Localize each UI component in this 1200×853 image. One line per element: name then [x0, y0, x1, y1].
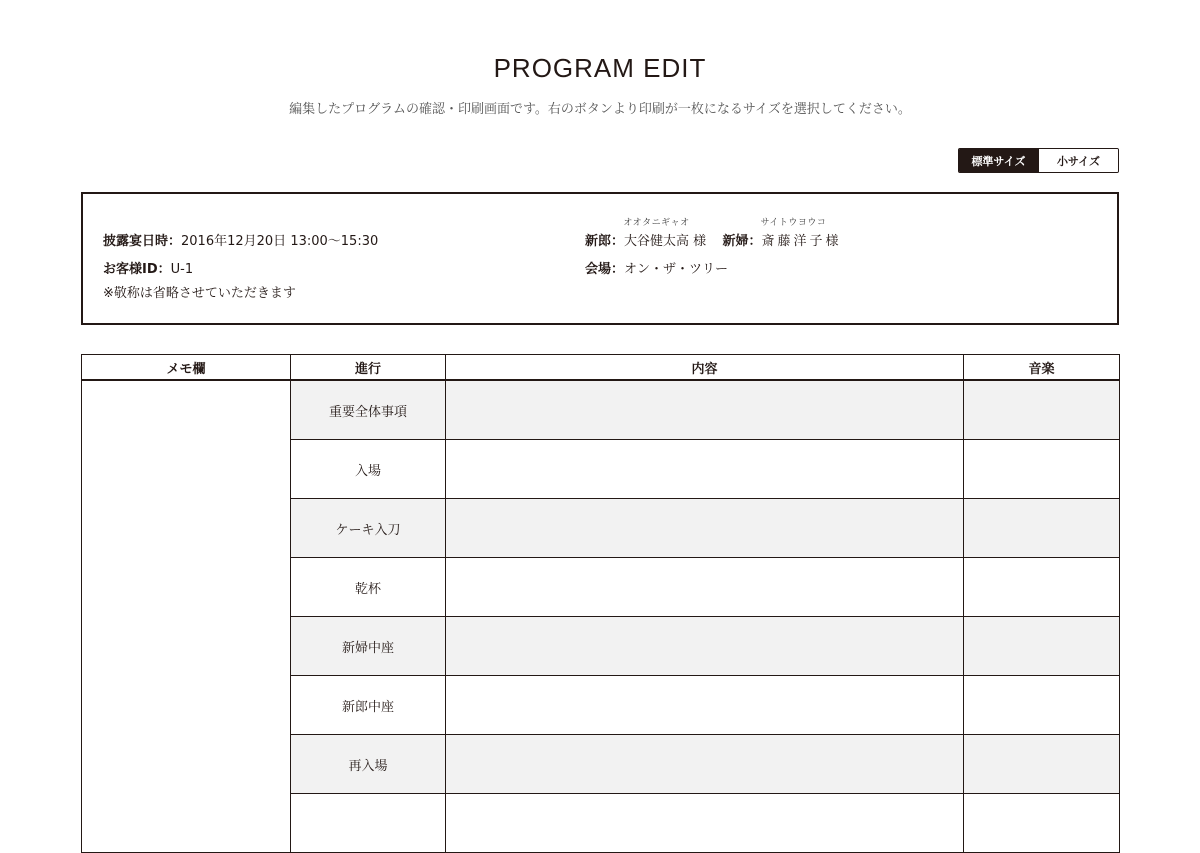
honorific-note: ※敬称は省略させていただきます: [103, 286, 296, 301]
content-cell[interactable]: [446, 794, 964, 853]
step-cell: 再入場: [291, 735, 446, 794]
content-cell[interactable]: [446, 617, 964, 676]
music-cell[interactable]: [964, 499, 1120, 558]
groom-label: 新郎：: [585, 234, 625, 249]
content-cell[interactable]: [446, 558, 964, 617]
content-cell[interactable]: [446, 440, 964, 499]
step-cell: 入場: [291, 440, 446, 499]
bride-label: 新婦：: [722, 234, 762, 249]
music-cell[interactable]: [964, 617, 1120, 676]
print-size-toggle: [958, 148, 1119, 173]
step-column-header: 進行: [291, 355, 446, 381]
reception-date-value: 2016年12月20日 13:00～15:30: [181, 234, 379, 249]
groom-ruby: オオタニギャオ: [623, 218, 690, 228]
program-table: [81, 354, 1120, 853]
music-cell[interactable]: [964, 380, 1120, 440]
customer-id: [103, 258, 193, 277]
bride-ruby: サイトウヨウコ: [760, 218, 827, 228]
page-description: 編集したプログラムの確認・印刷画面です。右のボタンより印刷が一枚になるサイズを選択してください。: [289, 102, 911, 117]
music-cell[interactable]: [964, 676, 1120, 735]
table-row: [82, 380, 1120, 440]
bride-honorific: 様: [825, 234, 839, 249]
groom-name-text: 大谷健太高: [624, 234, 690, 249]
couple-names: [585, 218, 839, 249]
step-cell: ケーキ入刀: [291, 499, 446, 558]
page-title: PROGRAM EDIT: [493, 53, 707, 84]
customer-id-label: お客様ID：: [103, 262, 171, 277]
reception-info-box: [81, 192, 1119, 325]
content-cell[interactable]: [446, 676, 964, 735]
memo-cell[interactable]: [82, 380, 291, 853]
standard-size-button[interactable]: 標準サイズ: [959, 149, 1038, 172]
content-cell[interactable]: [446, 735, 964, 794]
step-cell: 新婦中座: [291, 617, 446, 676]
content-cell[interactable]: [446, 499, 964, 558]
step-cell: 乾杯: [291, 558, 446, 617]
bride-name-text: 斎藤洋子: [761, 234, 826, 249]
content-column-header: 内容: [446, 355, 964, 381]
groom-honorific: 様: [693, 234, 707, 249]
music-cell[interactable]: [964, 735, 1120, 794]
small-size-button[interactable]: 小サイズ: [1038, 149, 1118, 172]
step-cell: 新郎中座: [291, 676, 446, 735]
venue: [585, 258, 728, 277]
content-cell[interactable]: [446, 380, 964, 440]
groom-name: [623, 218, 690, 249]
venue-value: オン・ザ・ツリー: [624, 262, 729, 277]
reception-date: [103, 230, 378, 249]
music-cell[interactable]: [964, 558, 1120, 617]
customer-id-value: U-1: [170, 262, 194, 277]
memo-column-header: メモ欄: [82, 355, 291, 381]
reception-date-label: 披露宴日時：: [103, 234, 182, 249]
bride-name: [760, 218, 827, 249]
music-cell[interactable]: [964, 794, 1120, 853]
venue-label: 会場：: [585, 262, 625, 277]
program-table-header: [82, 355, 1120, 381]
music-cell[interactable]: [964, 440, 1120, 499]
step-cell: 重要全体事項: [291, 380, 446, 440]
step-cell: [291, 794, 446, 853]
music-column-header: 音楽: [964, 355, 1120, 381]
